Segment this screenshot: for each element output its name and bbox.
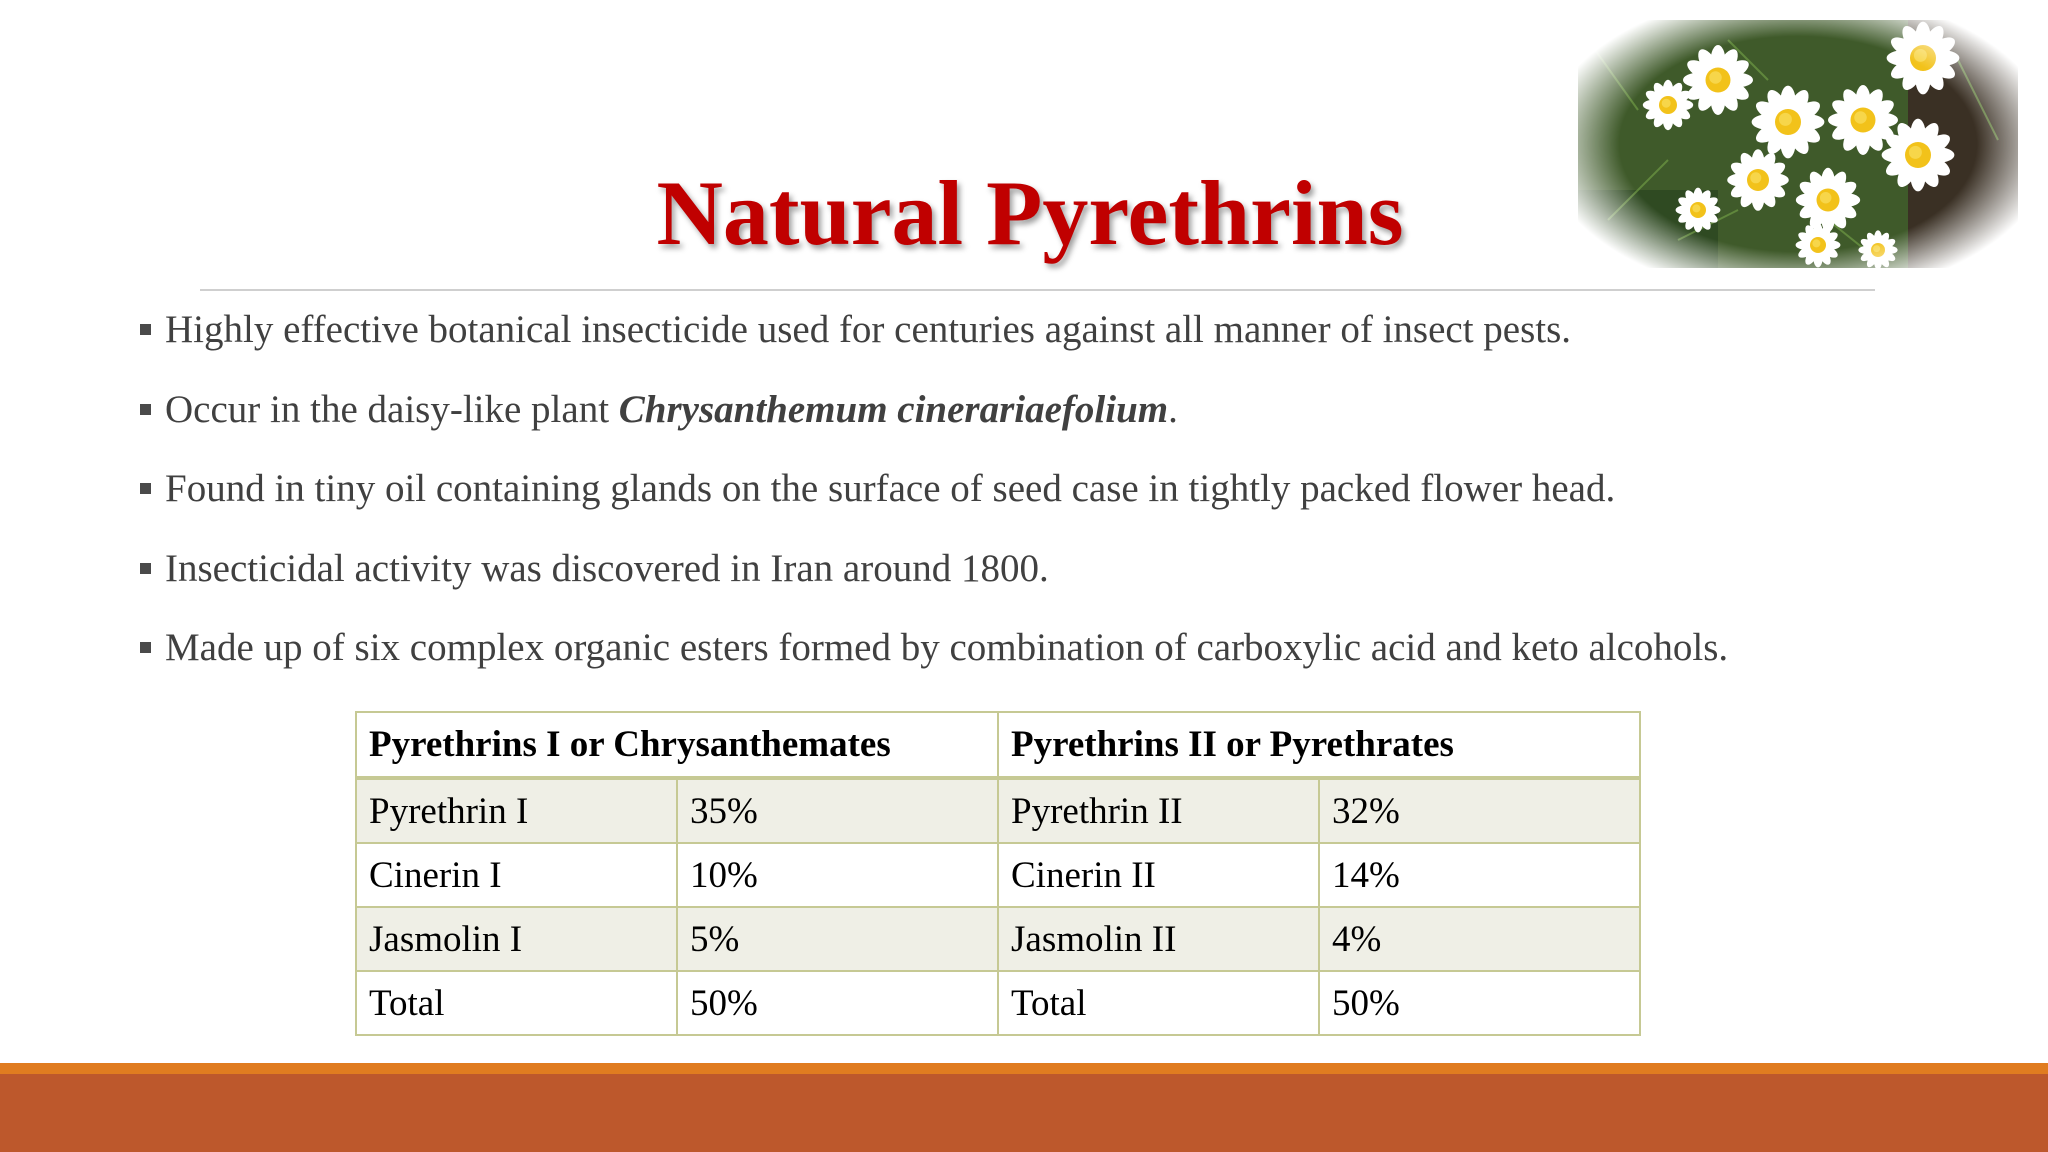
bullet-text: Made up of six complex organic esters formed by combination of carboxylic acid and keto alcohols. [165, 626, 1729, 669]
table-row [356, 907, 1640, 971]
table-cell: Pyrethrin II [998, 778, 1319, 843]
bullet-text-suffix: . [1168, 387, 1178, 431]
bullet-item [136, 465, 2016, 545]
table-row [356, 778, 1640, 843]
square-bullet-icon [140, 642, 151, 653]
table-row [356, 971, 1640, 1035]
table-cell: Total [998, 971, 1319, 1035]
table-header-row [356, 712, 1640, 778]
bullet-list [136, 306, 2016, 704]
bullet-text: Insecticidal activity was discovered in Iran around 1800. [165, 546, 1049, 590]
table-cell: Jasmolin I [356, 907, 677, 971]
slide-title: Natural Pyrethrins [656, 162, 1404, 264]
table-cell: Cinerin II [998, 843, 1319, 907]
square-bullet-icon [140, 483, 151, 494]
table-cell: Pyrethrin I [356, 778, 677, 843]
table-cell: 35% [677, 778, 998, 843]
bullet-item [136, 624, 2016, 704]
bullet-text: Highly effective botanical insecticide used for centuries against all manner of insect pests. [165, 308, 1572, 351]
bullet-item [136, 545, 2016, 625]
table-cell: Total [356, 971, 677, 1035]
table-cell: 32% [1319, 778, 1640, 843]
table-cell: 10% [677, 843, 998, 907]
bullet-item [136, 306, 2016, 386]
bullet-text: Found in tiny oil containing glands on the surface of seed case in tightly packed flower head. [165, 467, 1616, 510]
table-cell: Cinerin I [356, 843, 677, 907]
footer-band [0, 1074, 2048, 1152]
bullet-item [136, 386, 2016, 466]
table-cell: 50% [677, 971, 998, 1035]
table-row [356, 843, 1640, 907]
plant-species-name: Chrysanthemum cinerariaefolium [618, 387, 1169, 431]
table-cell: 4% [1319, 907, 1640, 971]
table-cell: Jasmolin II [998, 907, 1319, 971]
table-header-cell: Pyrethrins II or Pyrethrates [998, 712, 1640, 778]
pyrethrins-composition-table [355, 711, 1641, 1036]
square-bullet-icon [140, 563, 151, 574]
square-bullet-icon [140, 404, 151, 415]
table-cell: 50% [1319, 971, 1640, 1035]
footer-accent-stripe [0, 1063, 2048, 1074]
bullet-text-prefix: Occur in the daisy-like plant [165, 387, 619, 431]
table-cell: 5% [677, 907, 998, 971]
title-divider [200, 289, 1875, 291]
table-header-cell: Pyrethrins I or Chrysanthemates [356, 712, 998, 778]
table-cell: 14% [1319, 843, 1640, 907]
bullet-text [165, 386, 1178, 434]
square-bullet-icon [140, 324, 151, 335]
